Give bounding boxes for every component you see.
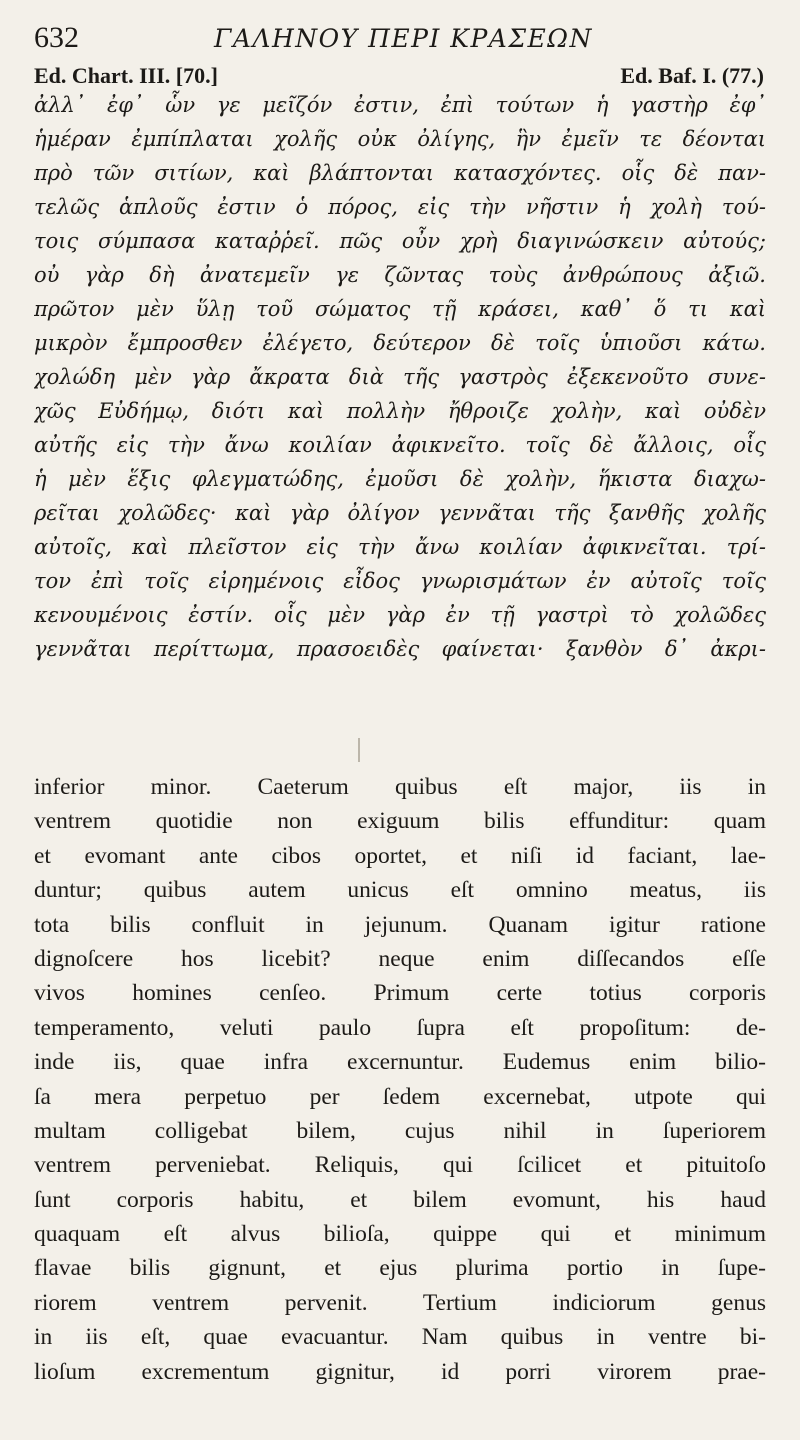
greek-line: πρὸ τῶν σιτίων, καὶ βλάπτονται κατασχόντες. οἷς δὲ παν- (34, 161, 766, 185)
latin-line: et evomant ante cibos oportet, et niſi id faciant, lae- (34, 842, 766, 869)
greek-line: αὐτοῖς, καὶ πλεῖστον εἰς τὴν ἄνω κοιλίαν ἀφικνεῖται. τρί- (34, 535, 766, 559)
edition-basel-reference: Ed. Baf. I. (77.) (620, 63, 764, 88)
latin-line: quaquam eſt alvus bilioſa, quippe qui et minimum (34, 1221, 766, 1248)
latin-line: ventrem quotidie non exiguum bilis effunditur: quam (34, 808, 766, 835)
greek-line: οὐ γὰρ δὴ ἀνατεμεῖν γε ζῶντας τοὺς ἀνθρώπους ἀξιῶ. (34, 263, 766, 287)
latin-line: inde iis, quae infra excernuntur. Eudemus enim bilio- (34, 1049, 766, 1076)
greek-line: γεννᾶται περίττωμα, πρασοειδὲς φαίνεται· ξανθὸν δ᾽ ἀκρι- (34, 637, 766, 661)
latin-line: lioſum excrementum gignitur, id porri virorem prae- (34, 1358, 766, 1385)
greek-text-block (34, 88, 766, 666)
latin-line: riorem ventrem pervenit. Tertium indiciorum genus (34, 1289, 766, 1316)
latin-line: flavae bilis gignunt, et ejus plurima portio in ſupe- (34, 1255, 766, 1282)
latin-line: multam colligebat bilem, cujus nihil in ſuperiorem (34, 1117, 766, 1144)
greek-line: αὐτῆς εἰς τὴν ἄνω κοιλίαν ἀφικνεῖτο. τοῖς δὲ ἄλλοις, οἷς (34, 433, 766, 457)
latin-line: dignoſcere hos licebit? neque enim diſſecandos eſſe (34, 945, 766, 972)
greek-line: χολώδη μὲν γὰρ ἄκρατα διὰ τῆς γαστρὸς ἐξεκενοῦτο συνε- (34, 365, 766, 389)
greek-line: ἡμέραν ἐμπίπλαται χολῆς οὐκ ὀλίγης, ἣν ἐμεῖν τε δέονται (34, 127, 766, 151)
latin-line: tota bilis confluit in jejunum. Quanam igitur ratione (34, 911, 766, 938)
greek-line: τοις σύμπασα καταῤῥεῖ. πῶς οὖν χρὴ διαγινώσκειν αὐτούς; (34, 229, 766, 253)
latin-line: duntur; quibus autem unicus eſt omnino meatus, iis (34, 877, 766, 904)
column-divider-mark (358, 738, 360, 762)
greek-line: πρῶτον μὲν ὕλῃ τοῦ σώματος τῇ κράσει, καθ᾽ ὅ τι καὶ (34, 297, 766, 321)
latin-text-block (34, 770, 766, 1389)
greek-line: κενουμένοις ἐστίν. οἷς μὲν γὰρ ἐν τῇ γαστρὶ τὸ χολῶδες (34, 603, 766, 627)
greek-line: ρεῖται χολῶδες· καὶ γὰρ ὀλίγον γεννᾶται τῆς ξανθῆς χολῆς (34, 501, 766, 525)
greek-line: ἡ μὲν ἕξις φλεγματώδης, ἐμοῦσι δὲ χολὴν, ἥκιστα διαχω- (34, 467, 766, 491)
page-header (34, 20, 764, 56)
greek-line: τον ἐπὶ τοῖς εἰρημένοις εἶδος γνωρισμάτων ἐν αὐτοῖς τοῖς (34, 569, 766, 593)
greek-line: χῶς Εὐδήμῳ, διότι καὶ πολλὴν ἤθροιζε χολὴν, καὶ οὐδὲν (34, 399, 766, 423)
edition-references (34, 62, 764, 90)
latin-line: inferior minor. Caeterum quibus eſt major, iis in (34, 774, 766, 800)
edition-chart-reference: Ed. Chart. III. [70.] (34, 63, 218, 88)
greek-line: μικρὸν ἔμπροσθεν ἐλέγετο, δεύτερον δὲ τοῖς ὑπιοῦσι κάτω. (34, 331, 766, 355)
latin-line: in iis eſt, quae evacuantur. Nam quibus in ventre bi- (34, 1324, 766, 1351)
latin-line: temperamento, veluti paulo ſupra eſt propoſitum: de- (34, 1014, 766, 1041)
greek-line: ἀλλ᾽ ἐφ᾽ ὧν γε μεῖζόν ἐστιν, ἐπὶ τούτων ἡ γαστὴρ ἐφ᾽ (34, 93, 766, 117)
page-number: 632 (34, 21, 79, 54)
latin-line: vivos homines cenſeo. Primum certe totius corporis (34, 980, 766, 1007)
latin-line: ventrem perveniebat. Reliquis, qui ſcilicet et pituitoſo (34, 1152, 766, 1179)
running-title: ΓΑΛΗΝΟΥ ΠΕΡΙ ΚΡΑΣΕΩΝ (214, 24, 593, 53)
latin-line: ſa mera perpetuo per ſedem excernebat, utpote qui (34, 1083, 766, 1110)
greek-line: τελῶς ἁπλοῦς ἐστιν ὁ πόρος, εἰς τὴν νῆστιν ἡ χολὴ τού- (34, 195, 766, 219)
latin-line: ſunt corporis habitu, et bilem evomunt, his haud (34, 1186, 766, 1213)
